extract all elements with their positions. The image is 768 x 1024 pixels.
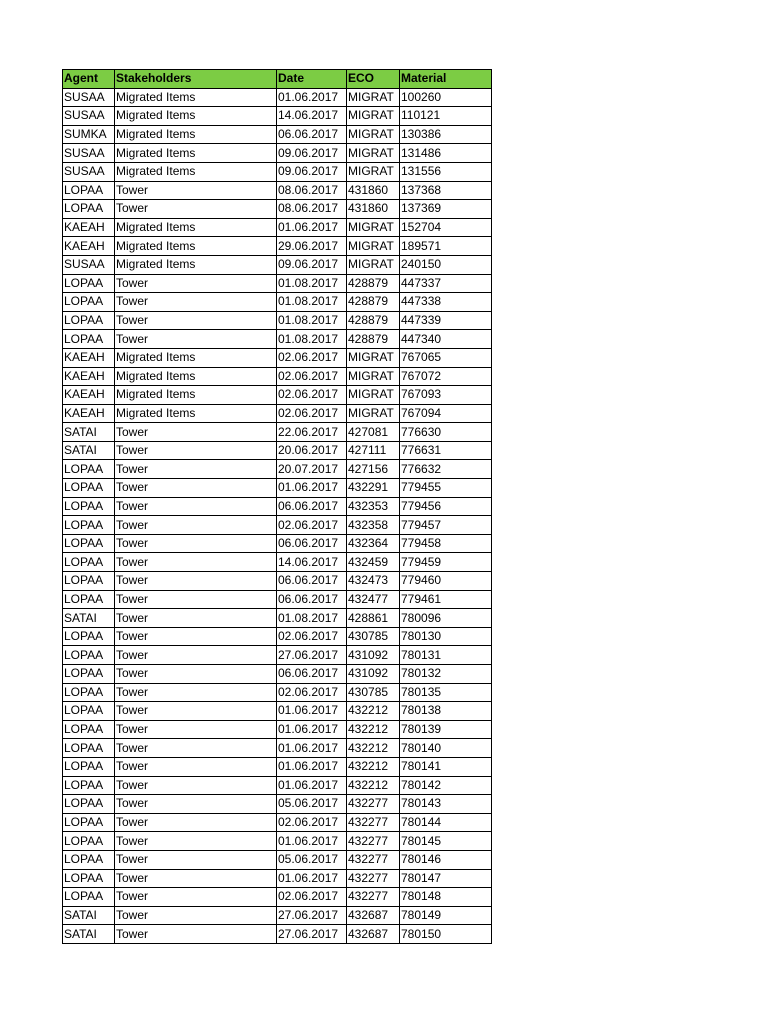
- cell-agent: KAEAH: [63, 348, 115, 367]
- cell-eco: 428879: [347, 330, 400, 349]
- cell-agent: SATAI: [63, 423, 115, 442]
- table-row: [63, 795, 492, 814]
- cell-date: 02.06.2017: [277, 348, 347, 367]
- cell-agent: SATAI: [63, 906, 115, 925]
- cell-stakeholders: Migrated Items: [115, 404, 277, 423]
- cell-material: 780142: [400, 776, 492, 795]
- cell-date: 01.06.2017: [277, 739, 347, 758]
- table-row: [63, 776, 492, 795]
- cell-material: 100260: [400, 88, 492, 107]
- cell-eco: 428879: [347, 274, 400, 293]
- cell-eco: 432277: [347, 813, 400, 832]
- cell-material: 447340: [400, 330, 492, 349]
- cell-eco: 427111: [347, 441, 400, 460]
- cell-agent: LOPAA: [63, 776, 115, 795]
- table-row: [63, 367, 492, 386]
- cell-eco: 431092: [347, 646, 400, 665]
- cell-material: 780146: [400, 850, 492, 869]
- cell-material: 780131: [400, 646, 492, 665]
- cell-agent: KAEAH: [63, 367, 115, 386]
- cell-eco: 431092: [347, 665, 400, 684]
- cell-agent: SATAI: [63, 441, 115, 460]
- cell-eco: MIGRAT: [347, 107, 400, 126]
- cell-date: 02.06.2017: [277, 813, 347, 832]
- table-row: [63, 423, 492, 442]
- cell-stakeholders: Tower: [115, 925, 277, 944]
- table-row: [63, 627, 492, 646]
- cell-eco: 432277: [347, 888, 400, 907]
- cell-agent: LOPAA: [63, 683, 115, 702]
- cell-eco: 431860: [347, 200, 400, 219]
- cell-stakeholders: Tower: [115, 423, 277, 442]
- table-row: [63, 497, 492, 516]
- table-row: [63, 534, 492, 553]
- cell-stakeholders: Tower: [115, 293, 277, 312]
- cell-stakeholders: Tower: [115, 627, 277, 646]
- table-row: [63, 590, 492, 609]
- cell-eco: 432277: [347, 850, 400, 869]
- cell-material: 776630: [400, 423, 492, 442]
- cell-agent: LOPAA: [63, 665, 115, 684]
- table-row: [63, 386, 492, 405]
- table-row: [63, 348, 492, 367]
- cell-date: 01.06.2017: [277, 88, 347, 107]
- cell-eco: 431860: [347, 181, 400, 200]
- cell-stakeholders: Migrated Items: [115, 386, 277, 405]
- cell-agent: LOPAA: [63, 479, 115, 498]
- cell-date: 01.06.2017: [277, 776, 347, 795]
- cell-stakeholders: Tower: [115, 609, 277, 628]
- cell-stakeholders: Tower: [115, 776, 277, 795]
- cell-material: 137369: [400, 200, 492, 219]
- cell-agent: LOPAA: [63, 702, 115, 721]
- cell-material: 779455: [400, 479, 492, 498]
- cell-material: 780141: [400, 757, 492, 776]
- cell-stakeholders: Migrated Items: [115, 255, 277, 274]
- cell-date: 06.06.2017: [277, 534, 347, 553]
- cell-agent: LOPAA: [63, 646, 115, 665]
- cell-eco: 432477: [347, 590, 400, 609]
- cell-date: 22.06.2017: [277, 423, 347, 442]
- cell-eco: MIGRAT: [347, 237, 400, 256]
- cell-stakeholders: Tower: [115, 311, 277, 330]
- table-row: [63, 720, 492, 739]
- cell-material: 767093: [400, 386, 492, 405]
- cell-eco: 432364: [347, 534, 400, 553]
- cell-stakeholders: Tower: [115, 757, 277, 776]
- cell-stakeholders: Migrated Items: [115, 88, 277, 107]
- cell-agent: LOPAA: [63, 181, 115, 200]
- cell-eco: 432358: [347, 516, 400, 535]
- cell-material: 780149: [400, 906, 492, 925]
- cell-date: 09.06.2017: [277, 144, 347, 163]
- cell-date: 02.06.2017: [277, 404, 347, 423]
- cell-material: 780096: [400, 609, 492, 628]
- cell-stakeholders: Migrated Items: [115, 125, 277, 144]
- cell-date: 06.06.2017: [277, 497, 347, 516]
- cell-eco: MIGRAT: [347, 404, 400, 423]
- table-row: [63, 200, 492, 219]
- cell-agent: LOPAA: [63, 869, 115, 888]
- cell-date: 05.06.2017: [277, 850, 347, 869]
- cell-date: 09.06.2017: [277, 255, 347, 274]
- cell-stakeholders: Migrated Items: [115, 367, 277, 386]
- cell-agent: LOPAA: [63, 832, 115, 851]
- cell-agent: LOPAA: [63, 720, 115, 739]
- cell-eco: 432212: [347, 757, 400, 776]
- cell-stakeholders: Tower: [115, 888, 277, 907]
- cell-agent: KAEAH: [63, 218, 115, 237]
- table-row: [63, 255, 492, 274]
- cell-date: 01.06.2017: [277, 218, 347, 237]
- table-row: [63, 869, 492, 888]
- table-row: [63, 330, 492, 349]
- cell-agent: SATAI: [63, 925, 115, 944]
- cell-date: 06.06.2017: [277, 590, 347, 609]
- table-row: [63, 237, 492, 256]
- cell-material: 131556: [400, 162, 492, 181]
- cell-date: 01.08.2017: [277, 609, 347, 628]
- table-row: [63, 460, 492, 479]
- cell-eco: 427081: [347, 423, 400, 442]
- cell-stakeholders: Tower: [115, 850, 277, 869]
- table-row: [63, 665, 492, 684]
- cell-material: 780147: [400, 869, 492, 888]
- cell-material: 240150: [400, 255, 492, 274]
- cell-stakeholders: Tower: [115, 739, 277, 758]
- cell-date: 01.06.2017: [277, 869, 347, 888]
- cell-date: 01.08.2017: [277, 311, 347, 330]
- cell-material: 780139: [400, 720, 492, 739]
- cell-stakeholders: Migrated Items: [115, 144, 277, 163]
- cell-material: 767094: [400, 404, 492, 423]
- cell-agent: SUSAA: [63, 144, 115, 163]
- cell-agent: LOPAA: [63, 757, 115, 776]
- cell-stakeholders: Tower: [115, 832, 277, 851]
- cell-stakeholders: Tower: [115, 906, 277, 925]
- cell-date: 01.08.2017: [277, 330, 347, 349]
- cell-agent: LOPAA: [63, 497, 115, 516]
- cell-eco: 428879: [347, 293, 400, 312]
- cell-agent: LOPAA: [63, 739, 115, 758]
- spreadsheet-table: [62, 69, 492, 944]
- cell-stakeholders: Tower: [115, 683, 277, 702]
- cell-agent: LOPAA: [63, 274, 115, 293]
- cell-agent: LOPAA: [63, 460, 115, 479]
- cell-material: 447337: [400, 274, 492, 293]
- table-row: [63, 683, 492, 702]
- table-row: [63, 609, 492, 628]
- cell-agent: KAEAH: [63, 237, 115, 256]
- cell-eco: 432353: [347, 497, 400, 516]
- cell-date: 02.06.2017: [277, 516, 347, 535]
- table-row: [63, 274, 492, 293]
- cell-stakeholders: Tower: [115, 646, 277, 665]
- cell-agent: LOPAA: [63, 200, 115, 219]
- cell-agent: SUSAA: [63, 107, 115, 126]
- cell-eco: MIGRAT: [347, 144, 400, 163]
- cell-date: 01.06.2017: [277, 702, 347, 721]
- cell-agent: SUMKA: [63, 125, 115, 144]
- cell-material: 447338: [400, 293, 492, 312]
- table-row: [63, 850, 492, 869]
- cell-stakeholders: Tower: [115, 460, 277, 479]
- cell-agent: LOPAA: [63, 795, 115, 814]
- cell-agent: LOPAA: [63, 813, 115, 832]
- cell-material: 137368: [400, 181, 492, 200]
- table-row: [63, 88, 492, 107]
- cell-material: 780148: [400, 888, 492, 907]
- cell-date: 02.06.2017: [277, 627, 347, 646]
- cell-date: 27.06.2017: [277, 906, 347, 925]
- header-eco: ECO: [347, 70, 400, 89]
- cell-material: 779460: [400, 572, 492, 591]
- table-row: [63, 925, 492, 944]
- cell-agent: LOPAA: [63, 330, 115, 349]
- cell-stakeholders: Tower: [115, 795, 277, 814]
- cell-eco: MIGRAT: [347, 386, 400, 405]
- table-row: [63, 757, 492, 776]
- cell-agent: LOPAA: [63, 553, 115, 572]
- cell-eco: 430785: [347, 627, 400, 646]
- cell-agent: SUSAA: [63, 162, 115, 181]
- cell-eco: 427156: [347, 460, 400, 479]
- cell-stakeholders: Tower: [115, 702, 277, 721]
- cell-date: 14.06.2017: [277, 553, 347, 572]
- cell-date: 01.06.2017: [277, 832, 347, 851]
- cell-stakeholders: Migrated Items: [115, 107, 277, 126]
- cell-eco: 432687: [347, 906, 400, 925]
- cell-date: 06.06.2017: [277, 125, 347, 144]
- cell-material: 776632: [400, 460, 492, 479]
- cell-date: 08.06.2017: [277, 200, 347, 219]
- table-row: [63, 181, 492, 200]
- cell-agent: LOPAA: [63, 590, 115, 609]
- table-row: [63, 739, 492, 758]
- cell-agent: SUSAA: [63, 255, 115, 274]
- cell-eco: MIGRAT: [347, 348, 400, 367]
- table-header: [63, 70, 492, 89]
- cell-material: 779457: [400, 516, 492, 535]
- cell-material: 131486: [400, 144, 492, 163]
- cell-eco: 432212: [347, 739, 400, 758]
- cell-date: 02.06.2017: [277, 367, 347, 386]
- cell-stakeholders: Migrated Items: [115, 348, 277, 367]
- cell-date: 02.06.2017: [277, 683, 347, 702]
- table-row: [63, 832, 492, 851]
- cell-stakeholders: Tower: [115, 553, 277, 572]
- cell-stakeholders: Tower: [115, 479, 277, 498]
- cell-date: 06.06.2017: [277, 572, 347, 591]
- cell-date: 20.07.2017: [277, 460, 347, 479]
- cell-date: 08.06.2017: [277, 181, 347, 200]
- header-date: Date: [277, 70, 347, 89]
- cell-stakeholders: Tower: [115, 497, 277, 516]
- cell-date: 05.06.2017: [277, 795, 347, 814]
- cell-eco: 432277: [347, 832, 400, 851]
- table-row: [63, 218, 492, 237]
- table-row: [63, 906, 492, 925]
- table-row: [63, 479, 492, 498]
- cell-date: 27.06.2017: [277, 925, 347, 944]
- table-row: [63, 813, 492, 832]
- cell-eco: MIGRAT: [347, 218, 400, 237]
- table-row: [63, 125, 492, 144]
- cell-stakeholders: Tower: [115, 534, 277, 553]
- cell-stakeholders: Tower: [115, 720, 277, 739]
- cell-date: 02.06.2017: [277, 386, 347, 405]
- table-row: [63, 572, 492, 591]
- cell-date: 01.08.2017: [277, 293, 347, 312]
- cell-stakeholders: Migrated Items: [115, 237, 277, 256]
- cell-stakeholders: Tower: [115, 330, 277, 349]
- cell-eco: 432212: [347, 720, 400, 739]
- cell-agent: LOPAA: [63, 850, 115, 869]
- header-material: Material: [400, 70, 492, 89]
- cell-agent: KAEAH: [63, 404, 115, 423]
- cell-eco: MIGRAT: [347, 367, 400, 386]
- cell-material: 767065: [400, 348, 492, 367]
- cell-date: 20.06.2017: [277, 441, 347, 460]
- cell-agent: KAEAH: [63, 386, 115, 405]
- cell-agent: LOPAA: [63, 534, 115, 553]
- cell-date: 27.06.2017: [277, 646, 347, 665]
- cell-eco: MIGRAT: [347, 162, 400, 181]
- cell-material: 779458: [400, 534, 492, 553]
- cell-stakeholders: Tower: [115, 665, 277, 684]
- cell-eco: 430785: [347, 683, 400, 702]
- cell-material: 780150: [400, 925, 492, 944]
- cell-agent: SATAI: [63, 609, 115, 628]
- cell-eco: 432473: [347, 572, 400, 591]
- cell-agent: LOPAA: [63, 572, 115, 591]
- table-row: [63, 646, 492, 665]
- header-agent: Agent: [63, 70, 115, 89]
- cell-eco: 432277: [347, 869, 400, 888]
- cell-material: 780135: [400, 683, 492, 702]
- cell-material: 780144: [400, 813, 492, 832]
- cell-stakeholders: Tower: [115, 813, 277, 832]
- cell-agent: LOPAA: [63, 888, 115, 907]
- table-row: [63, 404, 492, 423]
- cell-eco: 428879: [347, 311, 400, 330]
- cell-material: 780140: [400, 739, 492, 758]
- header-row: [63, 70, 492, 89]
- cell-stakeholders: Tower: [115, 869, 277, 888]
- cell-material: 152704: [400, 218, 492, 237]
- cell-stakeholders: Tower: [115, 572, 277, 591]
- cell-date: 01.06.2017: [277, 720, 347, 739]
- cell-material: 779456: [400, 497, 492, 516]
- cell-material: 779461: [400, 590, 492, 609]
- cell-date: 01.08.2017: [277, 274, 347, 293]
- table-row: [63, 162, 492, 181]
- cell-agent: LOPAA: [63, 311, 115, 330]
- cell-material: 189571: [400, 237, 492, 256]
- table-body: [63, 88, 492, 943]
- cell-material: 780130: [400, 627, 492, 646]
- cell-agent: LOPAA: [63, 627, 115, 646]
- table-row: [63, 144, 492, 163]
- cell-material: 780145: [400, 832, 492, 851]
- cell-date: 06.06.2017: [277, 665, 347, 684]
- cell-material: 780132: [400, 665, 492, 684]
- cell-eco: MIGRAT: [347, 88, 400, 107]
- cell-eco: 432291: [347, 479, 400, 498]
- table-row: [63, 516, 492, 535]
- cell-agent: SUSAA: [63, 88, 115, 107]
- cell-eco: 432459: [347, 553, 400, 572]
- cell-date: 14.06.2017: [277, 107, 347, 126]
- cell-material: 779459: [400, 553, 492, 572]
- table-row: [63, 311, 492, 330]
- cell-eco: 432687: [347, 925, 400, 944]
- cell-material: 780143: [400, 795, 492, 814]
- cell-agent: LOPAA: [63, 516, 115, 535]
- table-row: [63, 702, 492, 721]
- table-row: [63, 107, 492, 126]
- cell-date: 01.06.2017: [277, 757, 347, 776]
- cell-stakeholders: Tower: [115, 516, 277, 535]
- cell-eco: 432277: [347, 795, 400, 814]
- cell-material: 776631: [400, 441, 492, 460]
- cell-date: 02.06.2017: [277, 888, 347, 907]
- cell-stakeholders: Tower: [115, 200, 277, 219]
- cell-material: 767072: [400, 367, 492, 386]
- cell-material: 110121: [400, 107, 492, 126]
- cell-date: 29.06.2017: [277, 237, 347, 256]
- cell-date: 01.06.2017: [277, 479, 347, 498]
- cell-material: 130386: [400, 125, 492, 144]
- header-stakeholders: Stakeholders: [115, 70, 277, 89]
- cell-stakeholders: Tower: [115, 590, 277, 609]
- cell-eco: MIGRAT: [347, 125, 400, 144]
- cell-eco: 432212: [347, 702, 400, 721]
- cell-eco: 428861: [347, 609, 400, 628]
- cell-stakeholders: Tower: [115, 441, 277, 460]
- cell-date: 09.06.2017: [277, 162, 347, 181]
- cell-eco: 432212: [347, 776, 400, 795]
- cell-material: 780138: [400, 702, 492, 721]
- cell-material: 447339: [400, 311, 492, 330]
- table-row: [63, 553, 492, 572]
- table-row: [63, 441, 492, 460]
- cell-stakeholders: Migrated Items: [115, 218, 277, 237]
- cell-stakeholders: Migrated Items: [115, 162, 277, 181]
- table-row: [63, 888, 492, 907]
- cell-eco: MIGRAT: [347, 255, 400, 274]
- cell-stakeholders: Tower: [115, 274, 277, 293]
- table-row: [63, 293, 492, 312]
- cell-stakeholders: Tower: [115, 181, 277, 200]
- cell-agent: LOPAA: [63, 293, 115, 312]
